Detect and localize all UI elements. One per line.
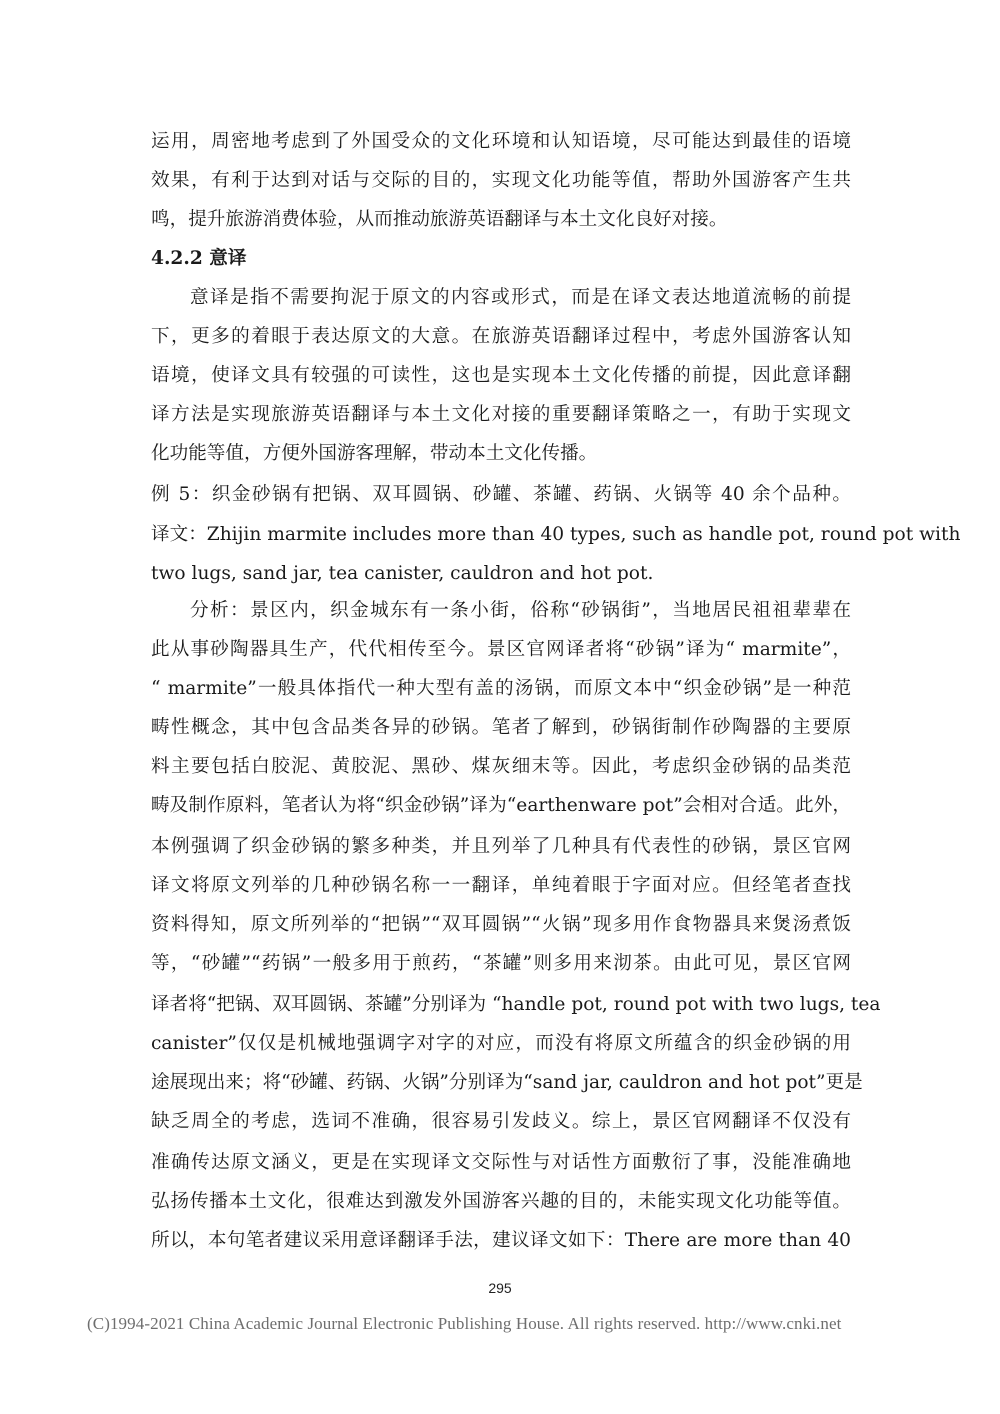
- text-line: 化功能等值，方便外国游客理解，带动本土文化传播。: [151, 443, 598, 464]
- text-line: 鸣，提升旅游消费体验，从而推动旅游英语翻译与本土文化良好对接。: [151, 209, 728, 230]
- text-line: 译文将原文列举的几种砂锅名称一一翻译，单纯着眼于字面对应。但经笔者查找: [151, 875, 851, 896]
- text-line: 译方法是实现旅游英语翻译与本土文化对接的重要翻译策略之一，有助于实现文: [151, 404, 851, 425]
- text-line: 下，更多的着眼于表达原文的大意。在旅游英语翻译过程中，考虑外国游客认知: [151, 326, 851, 347]
- text-line: 所以，本句笔者建议采用意译翻译手法，建议译文如下：There are more than 40: [151, 1230, 851, 1251]
- translation-line: 译文：Zhijin marmite includes more than 40 types, such as handle pot, round pot with: [151, 524, 961, 545]
- text-line: 译者将“把锅、双耳圆锅、茶罐”分别译为 “handle pot, round pot with two lugs, tea: [151, 994, 881, 1015]
- text-line: 等，“砂罐”“药锅”一般多用于煎药，“茶罐”则多用来沏茶。由此可见，景区官网: [151, 953, 851, 974]
- text-line: “ marmite”一般具体指代一种大型有盖的汤锅，而原文本中“织金砂锅”是一种范: [151, 678, 851, 699]
- text-line: 畴及制作原料，笔者认为将“织金砂锅”译为“earthenware pot”会相对合适。此外，: [151, 795, 851, 816]
- text-line: 畴性概念，其中包含品类各异的砂锅。笔者了解到，砂锅街制作砂陶器的主要原: [151, 717, 851, 738]
- text-line: canister”仅仅是机械地强调字对字的对应，而没有将原文所蕴含的织金砂锅的用: [151, 1033, 851, 1054]
- text-line: 资料得知，原文所列举的“把锅”“双耳圆锅”“火锅”现多用作食物器具来煲汤煮饭: [151, 914, 851, 935]
- text-line: 准确传达原文涵义，更是在实现译文交际性与对话性方面敷衍了事，没能准确地: [151, 1152, 851, 1173]
- copyright-footer: (C)1994-2021 China Academic Journal Electronic Publishing House. All rights reserved. http://www.cnki.net: [87, 1314, 842, 1333]
- text-line: 效果，有利于达到对话与交际的目的，实现文化功能等值，帮助外国游客产生共: [151, 170, 851, 191]
- section-heading: 4.2.2 意译: [151, 248, 247, 269]
- text-line: 意译是指不需要拘泥于原文的内容或形式，而是在译文表达地道流畅的前提: [190, 287, 851, 308]
- text-line: 分析：景区内，织金城东有一条小街，俗称“砂锅街”，当地居民祖祖辈辈在: [190, 600, 851, 621]
- text-line: 途展现出来；将“砂罐、药锅、火锅”分别译为“sand jar, cauldron and hot pot”更是: [151, 1072, 863, 1093]
- text-line: 弘扬传播本土文化，很难达到激发外国游客兴趣的目的，未能实现文化功能等值。: [151, 1191, 851, 1212]
- text-line: 本例强调了织金砂锅的繁多种类，并且列举了几种具有代表性的砂锅，景区官网: [151, 836, 851, 857]
- translation-line: two lugs, sand jar, tea canister, cauldron and hot pot.: [151, 563, 654, 584]
- text-line: 运用，周密地考虑到了外国受众的文化环境和认知语境，尽可能达到最佳的语境: [151, 131, 851, 152]
- example-line: 例 5：织金砂锅有把锅、双耳圆锅、砂罐、茶罐、药锅、火锅等 40 余个品种。: [151, 484, 851, 505]
- text-line: 料主要包括白胶泥、黄胶泥、黑砂、煤灰细末等。因此，考虑织金砂锅的品类范: [151, 756, 851, 777]
- text-line: 缺乏周全的考虑，选词不准确，很容易引发歧义。综上，景区官网翻译不仅没有: [151, 1111, 851, 1132]
- text-line: 此从事砂陶器具生产，代代相传至今。景区官网译者将“砂锅”译为“ marmite”，: [151, 639, 851, 660]
- page-number: 295: [488, 1280, 512, 1296]
- text-line: 语境，使译文具有较强的可读性，这也是实现本土文化传播的前提，因此意译翻: [151, 365, 851, 386]
